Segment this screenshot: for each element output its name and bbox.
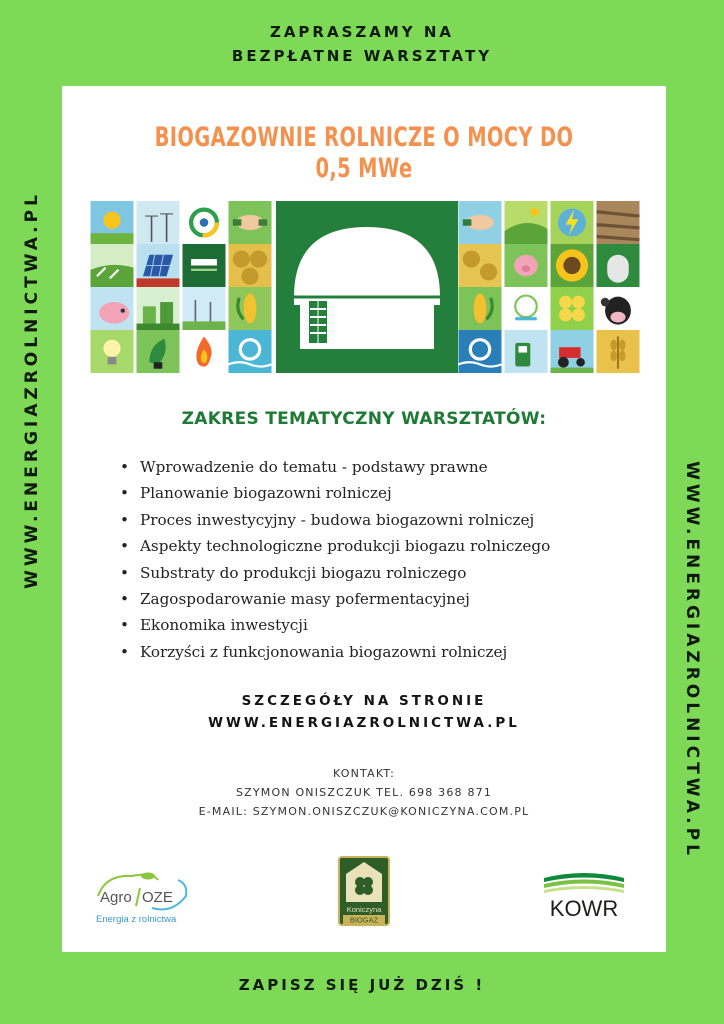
- water-wheel-icon: [227, 330, 273, 373]
- solar-panel-icon: [135, 244, 181, 287]
- oze-word: OZE: [142, 889, 173, 906]
- kowr-word: KOWR: [549, 896, 619, 920]
- agro-word: Agro: [100, 889, 132, 906]
- water-wheel-icon: [457, 330, 503, 373]
- pig-icon: [503, 244, 549, 287]
- list-item: • Proces inwestycyjny - budowa biogazowni rolniczej: [120, 507, 550, 533]
- bulb-icon: [89, 330, 135, 373]
- wind-turbine-icon: [135, 201, 181, 244]
- contact-label: KONTAKT:: [332, 767, 396, 780]
- fire-icon: [181, 330, 227, 373]
- wheat-icon: [595, 330, 641, 373]
- wood-icon: [595, 201, 641, 244]
- list-item: • Planowanie biogazowni rolniczej: [120, 480, 550, 506]
- hay-bale-icon: [457, 244, 503, 287]
- koniczyna-name: Koniczyna: [346, 905, 382, 914]
- energy-ring-icon: [181, 201, 227, 244]
- poster-title: BIOGAZOWNIE ROLNICZE O MOCY DO 0,5 MWe: [154, 122, 574, 184]
- corn-icon: [457, 287, 503, 330]
- details-block: [62, 690, 666, 734]
- pig-icon: [89, 287, 135, 330]
- list-item: • Ekonomika inwestycji: [120, 612, 550, 638]
- biogas-plant-icon: [276, 201, 458, 373]
- side-url-right: WWW.ENERGIAZROLNICTWA.PL: [682, 461, 702, 859]
- details-url[interactable]: WWW.ENERGIAZROLNICTWA.PL: [208, 715, 520, 731]
- content-panel: [62, 86, 666, 952]
- sunflower-icon: [549, 244, 595, 287]
- header-line-2: BEZPŁATNE WARSZTATY: [231, 47, 493, 65]
- handshake-icon: [227, 201, 273, 244]
- clover-icon: [549, 287, 595, 330]
- list-item: • Zagospodarowanie masy pofermentacyjnej: [120, 586, 550, 612]
- contact-block: [62, 764, 666, 821]
- list-item: • Wprowadzenie do tematu - podstawy prawne: [120, 454, 550, 480]
- wind-turbine-icon: [181, 287, 227, 330]
- hay-bale-icon: [227, 244, 273, 287]
- list-item: • Substraty do produkcji biogazu rolniczego: [120, 560, 550, 586]
- footer-signup: ZAPISZ SIĘ JUŻ DZIŚ !: [238, 976, 486, 994]
- header-invitation: [0, 20, 724, 68]
- list-item: • Korzyści z funkcjonowania biogazowni rolniczej: [120, 639, 550, 665]
- agro-tagline: Energia z rolnictwa: [96, 914, 177, 925]
- side-url-left: WWW.ENERGIAZROLNICTWA.PL: [22, 191, 42, 589]
- field-icon: [89, 244, 135, 287]
- corn-icon: [227, 287, 273, 330]
- logo-icon: [503, 287, 549, 330]
- sun-icon: [89, 201, 135, 244]
- fuel-icon: [503, 330, 549, 373]
- lightning-icon: [549, 201, 595, 244]
- cow-icon: [595, 287, 641, 330]
- list-item: • Aspekty technologiczne produkcji biogazu rolniczego: [120, 533, 550, 559]
- header-line-1: ZAPRASZAMY NA: [269, 23, 455, 41]
- silo-icon: [595, 244, 641, 287]
- details-line-1: SZCZEGÓŁY NA STRONIE: [241, 693, 487, 709]
- tractor-icon: [549, 330, 595, 373]
- field-icon: [503, 201, 549, 244]
- fuel-icon: [135, 330, 181, 373]
- handshake-icon: [457, 201, 503, 244]
- kowr-logo: [540, 868, 628, 920]
- silo-icon: [135, 287, 181, 330]
- agro-oze-logo: [92, 866, 192, 926]
- koniczyna-product: BIOGAZ: [349, 915, 379, 925]
- section-title: ZAKRES TEMATYCZNY WARSZTATÓW:: [181, 409, 547, 429]
- logo-icon: [181, 244, 227, 287]
- koniczyna-biogaz-logo: [338, 856, 390, 926]
- topics-list: [120, 454, 550, 665]
- contact-person: SZYMON ONISZCZUK TEL. 698 368 871: [235, 786, 493, 799]
- contact-email[interactable]: E-MAIL: SZYMON.ONISZCZUK@KONICZYNA.COM.PL: [198, 805, 530, 818]
